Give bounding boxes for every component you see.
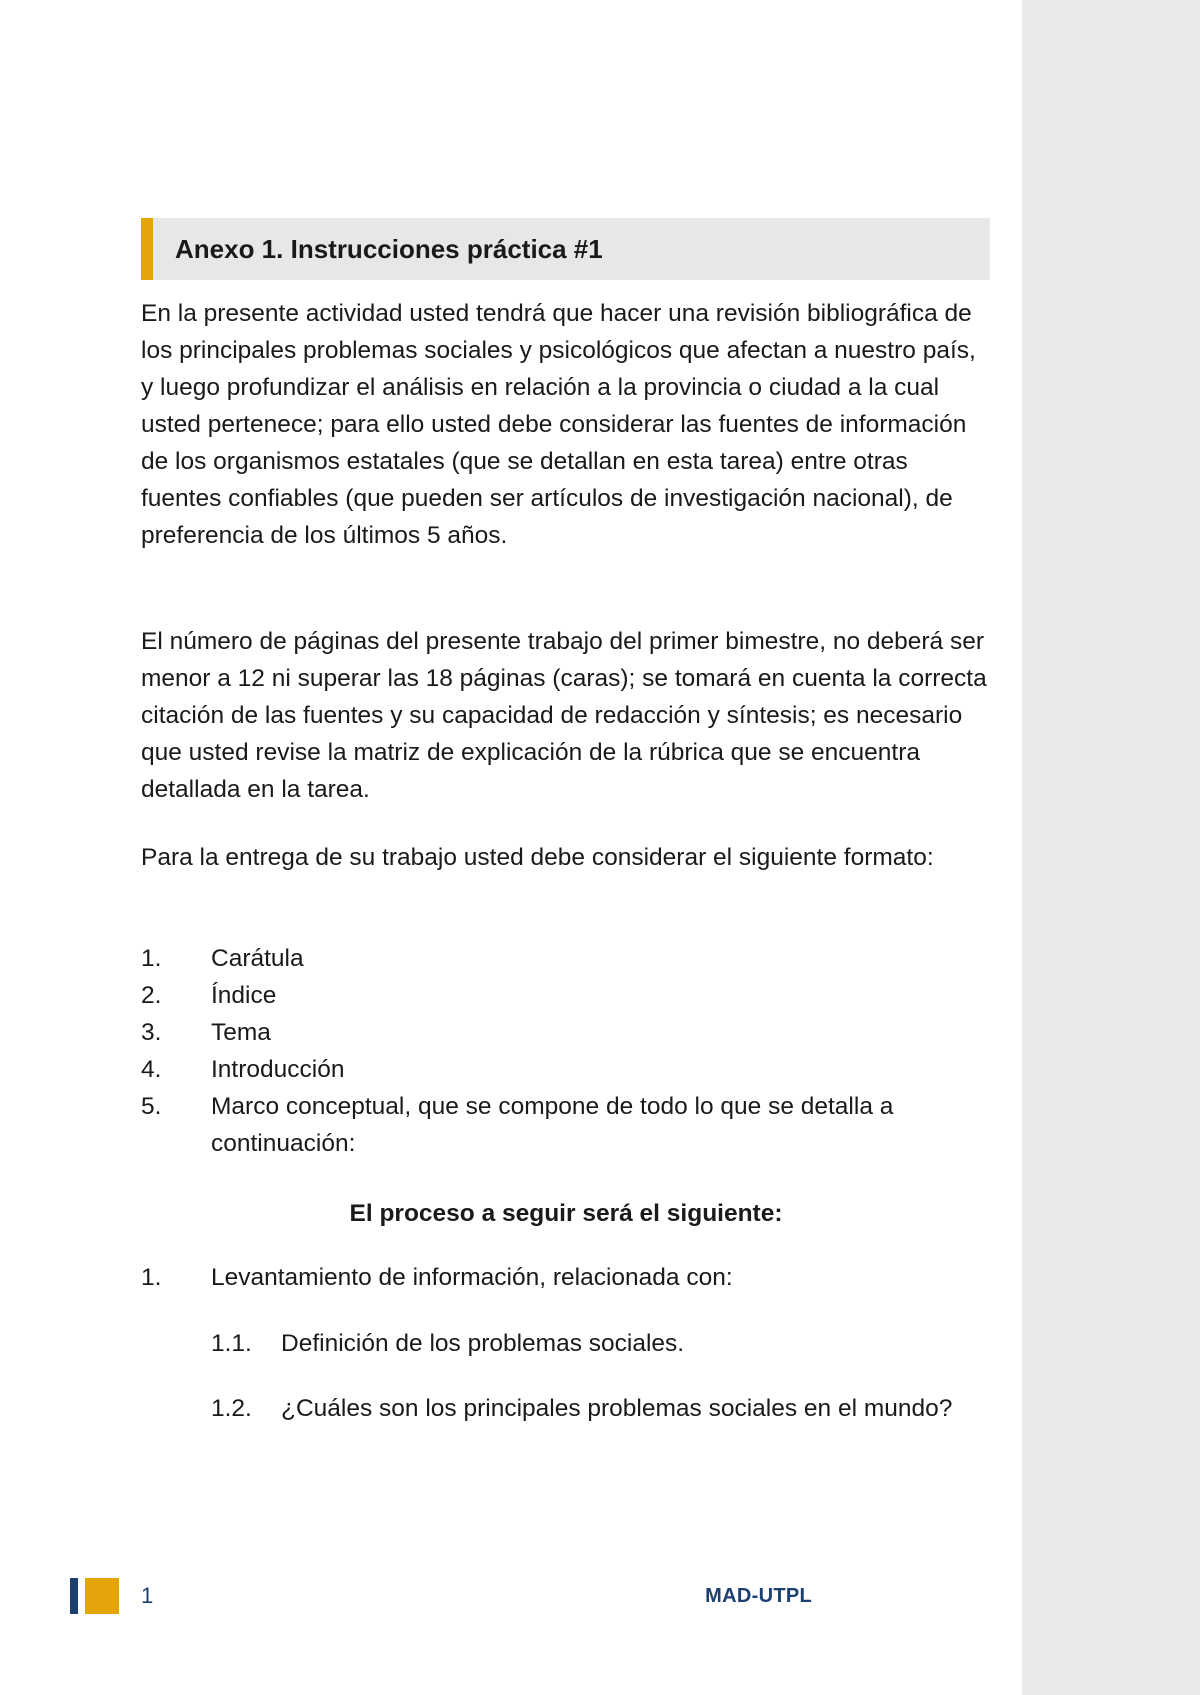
list-item-number: 2. xyxy=(141,982,162,1009)
list-item xyxy=(141,1088,991,1162)
process-substep xyxy=(211,1390,991,1427)
process-step-number: 1. xyxy=(141,1264,162,1291)
list-item xyxy=(141,940,991,977)
process-substep-text: ¿Cuáles son los principales problemas sociales en el mundo? xyxy=(281,1395,953,1422)
right-margin-strip xyxy=(1022,0,1200,1695)
footer-brand: MAD-UTPL xyxy=(705,1585,812,1607)
format-list xyxy=(141,940,991,1162)
footer-logo-blue-bar xyxy=(70,1578,78,1614)
process-substep-number: 1.2. xyxy=(211,1395,252,1422)
list-item-text: Índice xyxy=(211,982,277,1009)
paragraph-format-intro: Para la entrega de su trabajo usted debe considerar el siguiente formato: xyxy=(141,844,934,871)
list-item-number: 5. xyxy=(141,1093,162,1120)
list-item xyxy=(141,977,991,1014)
process-step-text: Levantamiento de información, relacionada con: xyxy=(211,1264,733,1291)
page-title: Anexo 1. Instrucciones práctica #1 xyxy=(175,234,603,264)
list-item-number: 3. xyxy=(141,1019,162,1046)
footer-page-number: 1 xyxy=(141,1583,154,1608)
list-item-text: Tema xyxy=(211,1019,271,1046)
footer-logo-gold-block xyxy=(85,1578,119,1614)
list-item-number: 4. xyxy=(141,1056,162,1083)
list-item xyxy=(141,1014,991,1051)
list-item-text: Carátula xyxy=(211,945,304,972)
list-item-text: Introducción xyxy=(211,1056,345,1083)
process-step xyxy=(141,1259,991,1296)
process-substep xyxy=(211,1325,991,1362)
paragraph-intro: En la presente actividad usted tendrá que hacer una revisión bibliográfica de los principales problemas sociales y psicológicos que afectan a nuestro país, y luego profundizar el análisis en relación a la provincia o ciudad a la cual usted pertenece; para ello usted debe considerar las fuentes de información de los organismos estatales (que se detallan en esta tarea) entre otras fuentes confiables (que pueden ser artículos de investigación nacional), de preferencia de los últimos 5 años. xyxy=(141,300,976,549)
list-item-number: 1. xyxy=(141,945,162,972)
process-substep-number: 1.1. xyxy=(211,1330,252,1357)
section-heading xyxy=(141,218,990,280)
list-item xyxy=(141,1051,991,1088)
paragraph-length-requirements: El número de páginas del presente trabajo del primer bimestre, no deberá ser menor a 12 ni superar las 18 páginas (caras); se tomará en cuenta la correcta citación de las fuentes y su capacidad de redacción y síntesis; es necesario que usted revise la matriz de explicación de la rúbrica que se encuentra detallada en la tarea. xyxy=(141,628,987,803)
process-substep-text: Definición de los problemas sociales. xyxy=(281,1330,685,1357)
heading-accent-bar xyxy=(141,218,153,280)
list-item-text: Marco conceptual, que se compone de todo lo que se detalla a continuación: xyxy=(211,1093,894,1157)
process-title: El proceso a seguir será el siguiente: xyxy=(349,1200,783,1227)
